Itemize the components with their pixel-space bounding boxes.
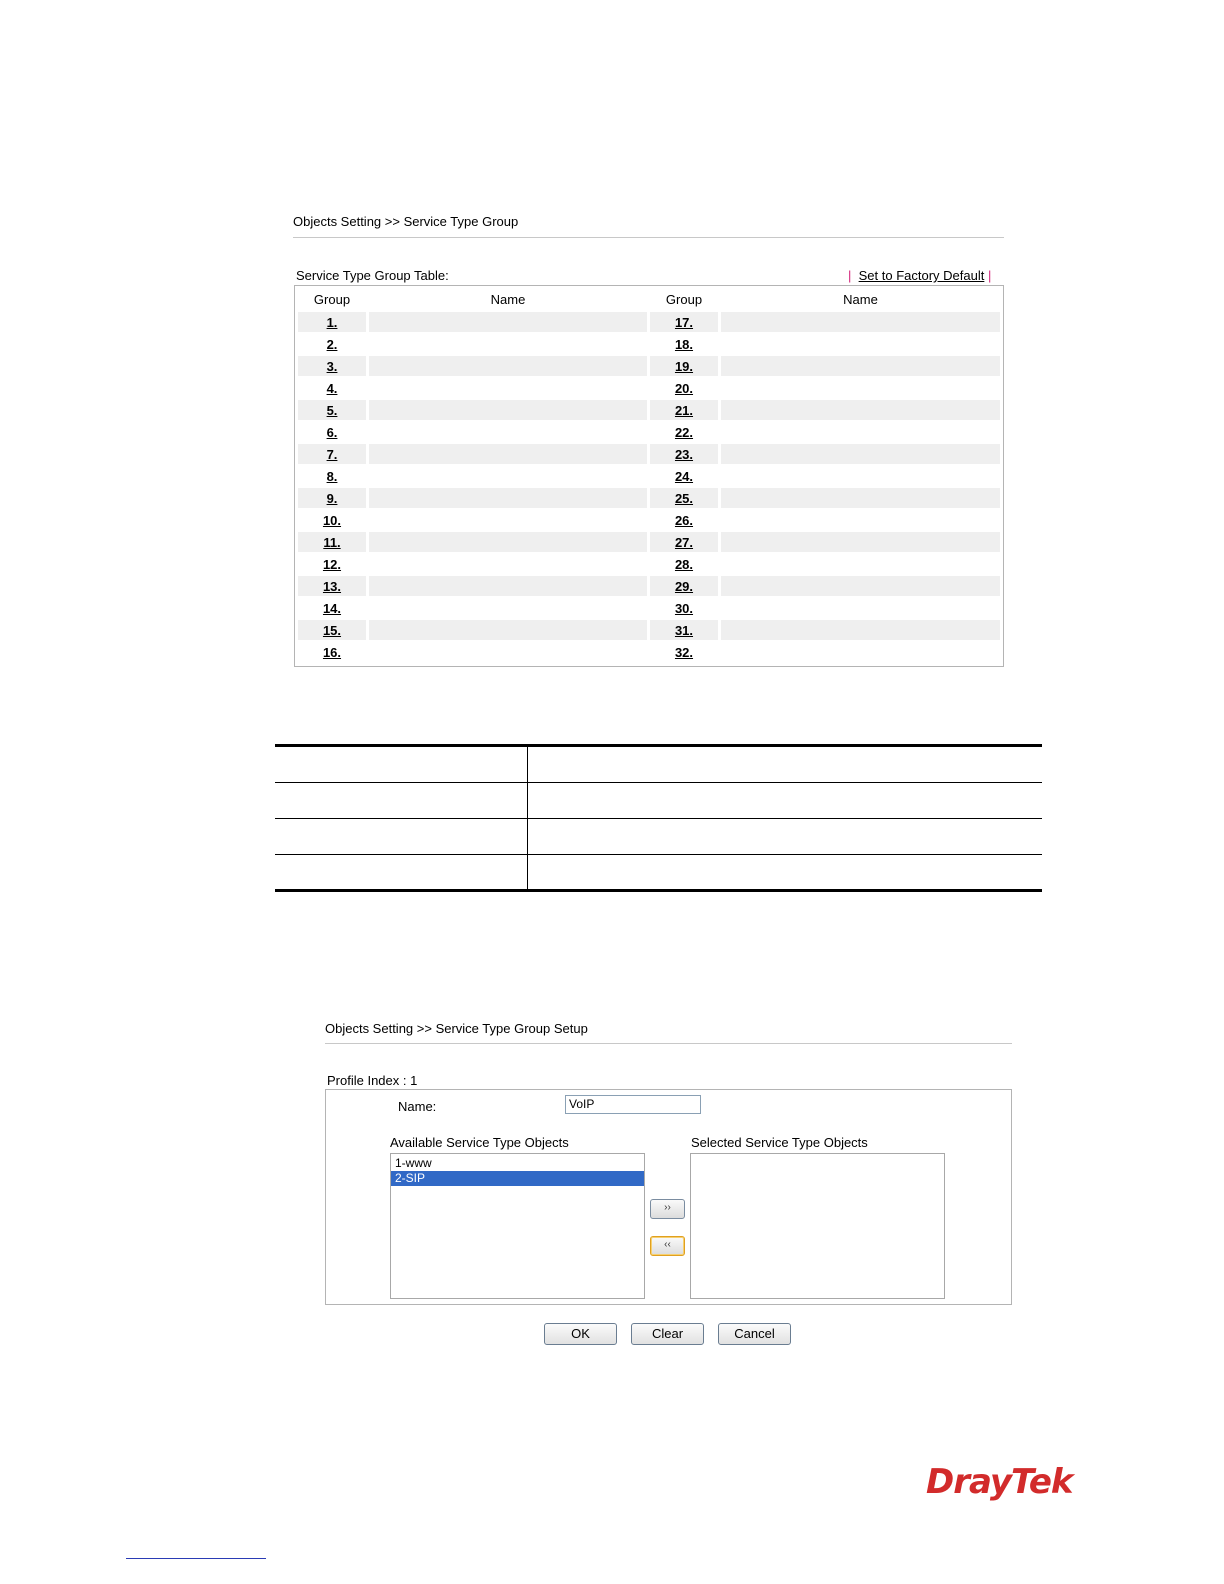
name-cell (369, 312, 647, 332)
group-cell (298, 334, 366, 354)
group-link[interactable]: 31. (674, 622, 694, 638)
name-cell (721, 532, 1000, 552)
group-link[interactable]: 15. (322, 622, 342, 638)
footnote-divider (126, 1558, 266, 1559)
setup-breadcrumb: Objects Setting >> Service Type Group Setup (325, 1021, 588, 1036)
name-cell (369, 642, 647, 662)
group-link[interactable]: 9. (326, 490, 338, 506)
name-cell (721, 510, 1000, 530)
group-cell (650, 620, 718, 640)
desc-table-row-border (275, 818, 1042, 819)
name-cell (369, 510, 647, 530)
name-label: Name: (398, 1099, 437, 1114)
group-link[interactable]: 2. (326, 336, 338, 352)
desc-table-row-border (275, 782, 1042, 783)
group-cell (298, 510, 366, 530)
group-link[interactable]: 7. (326, 446, 338, 462)
group-cell (650, 554, 718, 574)
group-cell (650, 598, 718, 618)
table-row (298, 334, 1000, 354)
group-cell (298, 356, 366, 376)
name-cell (369, 488, 647, 508)
table-row (298, 510, 1000, 530)
name-cell (369, 334, 647, 354)
name-cell (721, 620, 1000, 640)
add-object-button[interactable]: ›› (650, 1199, 685, 1219)
name-cell (721, 554, 1000, 574)
group-link[interactable]: 17. (674, 314, 694, 330)
group-table-body (298, 312, 1000, 662)
group-link[interactable]: 11. (323, 534, 341, 550)
group-cell (650, 642, 718, 662)
desc-table-row-border (275, 854, 1042, 855)
name-cell (369, 554, 647, 574)
group-link[interactable]: 21. (674, 402, 694, 418)
group-cell (650, 532, 718, 552)
group-link[interactable]: 19. (674, 358, 694, 374)
profile-index: Profile Index : 1 (327, 1073, 418, 1088)
table-row (298, 488, 1000, 508)
table-row (298, 576, 1000, 596)
separator: | (848, 268, 852, 283)
name-cell (721, 312, 1000, 332)
group-cell (298, 400, 366, 420)
column-header-group: Group (313, 291, 351, 307)
name-cell (369, 576, 647, 596)
available-objects-list[interactable] (390, 1153, 645, 1299)
group-cell (298, 378, 366, 398)
desc-table-top-border (275, 744, 1042, 747)
group-cell (650, 334, 718, 354)
group-link[interactable]: 14. (322, 600, 342, 616)
group-link[interactable]: 30. (674, 600, 694, 616)
remove-object-button[interactable]: ‹‹ (650, 1236, 685, 1256)
group-cell (650, 378, 718, 398)
name-cell (369, 532, 647, 552)
group-cell (298, 598, 366, 618)
group-cell (298, 488, 366, 508)
table-row (298, 400, 1000, 420)
table-row (298, 554, 1000, 574)
group-link[interactable]: 5. (326, 402, 338, 418)
setup-breadcrumb-divider (325, 1043, 1012, 1044)
name-cell (721, 334, 1000, 354)
selected-objects-list[interactable] (690, 1153, 945, 1299)
group-link[interactable]: 6. (326, 424, 338, 440)
service-type-group-table (294, 285, 1004, 667)
name-cell (721, 378, 1000, 398)
ok-button[interactable]: OK (544, 1323, 617, 1345)
group-link[interactable]: 26. (674, 512, 694, 528)
name-cell (721, 576, 1000, 596)
table-row (298, 532, 1000, 552)
table-row (298, 642, 1000, 662)
table-row (298, 444, 1000, 464)
group-cell (298, 444, 366, 464)
group-cell (298, 422, 366, 442)
group-link[interactable]: 3. (326, 358, 338, 374)
group-cell (650, 422, 718, 442)
group-link[interactable]: 12. (322, 556, 342, 572)
group-link[interactable]: 16. (322, 644, 342, 660)
table-row (298, 312, 1000, 332)
table-row (298, 356, 1000, 376)
draytek-logo: DrayTek (926, 1462, 1073, 1502)
name-cell (369, 466, 647, 486)
group-cell (298, 642, 366, 662)
group-cell (650, 312, 718, 332)
group-link[interactable]: 32. (674, 644, 694, 660)
column-header-group: Group (665, 291, 703, 307)
group-table (295, 286, 1003, 664)
group-link[interactable]: 10. (322, 512, 342, 528)
group-cell (650, 466, 718, 486)
group-cell (650, 400, 718, 420)
name-cell (369, 422, 647, 442)
group-cell (650, 356, 718, 376)
group-cell (298, 532, 366, 552)
group-link[interactable]: 4. (326, 380, 338, 396)
name-input[interactable]: VoIP (565, 1095, 701, 1114)
breadcrumb: Objects Setting >> Service Type Group (293, 214, 519, 229)
group-link[interactable]: 20. (674, 380, 694, 396)
name-cell (369, 378, 647, 398)
name-cell (369, 400, 647, 420)
name-cell (721, 488, 1000, 508)
table-row (298, 620, 1000, 640)
group-cell (298, 620, 366, 640)
group-link[interactable]: 28. (674, 556, 694, 572)
list-item[interactable]: 1-www (395, 1156, 432, 1170)
group-cell (650, 510, 718, 530)
group-link[interactable]: 22. (674, 424, 694, 440)
group-link[interactable]: 24. (674, 468, 694, 484)
name-cell (369, 356, 647, 376)
desc-table-bottom-border (275, 889, 1042, 892)
set-factory-default-link[interactable]: Set to Factory Default (858, 268, 985, 283)
name-cell (721, 444, 1000, 464)
list-item-selected[interactable]: 2-SIP (391, 1171, 644, 1186)
group-link[interactable]: 29. (674, 578, 694, 594)
table-row (298, 422, 1000, 442)
selected-objects-label: Selected Service Type Objects (691, 1135, 868, 1150)
name-cell (369, 620, 647, 640)
available-objects-label: Available Service Type Objects (390, 1135, 569, 1150)
table-label: Service Type Group Table: (296, 268, 449, 283)
table-row (298, 598, 1000, 618)
group-link[interactable]: 27. (674, 534, 694, 550)
group-link[interactable]: 23. (674, 446, 694, 462)
name-cell (721, 466, 1000, 486)
group-cell (650, 444, 718, 464)
group-link[interactable]: 13. (322, 578, 342, 594)
desc-table-column-divider (527, 747, 528, 889)
name-cell (721, 598, 1000, 618)
table-row (298, 466, 1000, 486)
cancel-button[interactable]: Cancel (718, 1323, 791, 1345)
clear-button[interactable]: Clear (631, 1323, 704, 1345)
breadcrumb-divider (293, 237, 1004, 238)
name-cell (721, 642, 1000, 662)
group-link[interactable]: 18. (674, 336, 694, 352)
group-cell (298, 466, 366, 486)
name-cell (721, 356, 1000, 376)
column-header-name: Name (843, 291, 878, 307)
group-link[interactable]: 25. (674, 490, 694, 506)
group-cell (298, 576, 366, 596)
column-header-name: Name (490, 291, 526, 307)
name-cell (721, 422, 1000, 442)
name-cell (721, 400, 1000, 420)
group-link[interactable]: 1. (326, 314, 338, 330)
group-cell (650, 576, 718, 596)
group-link[interactable]: 8. (326, 468, 338, 484)
factory-default-area (848, 268, 991, 283)
group-cell (650, 488, 718, 508)
group-cell (298, 312, 366, 332)
name-cell (369, 598, 647, 618)
separator: | (987, 268, 992, 283)
name-cell (369, 444, 647, 464)
group-cell (298, 554, 366, 574)
table-row (298, 378, 1000, 398)
